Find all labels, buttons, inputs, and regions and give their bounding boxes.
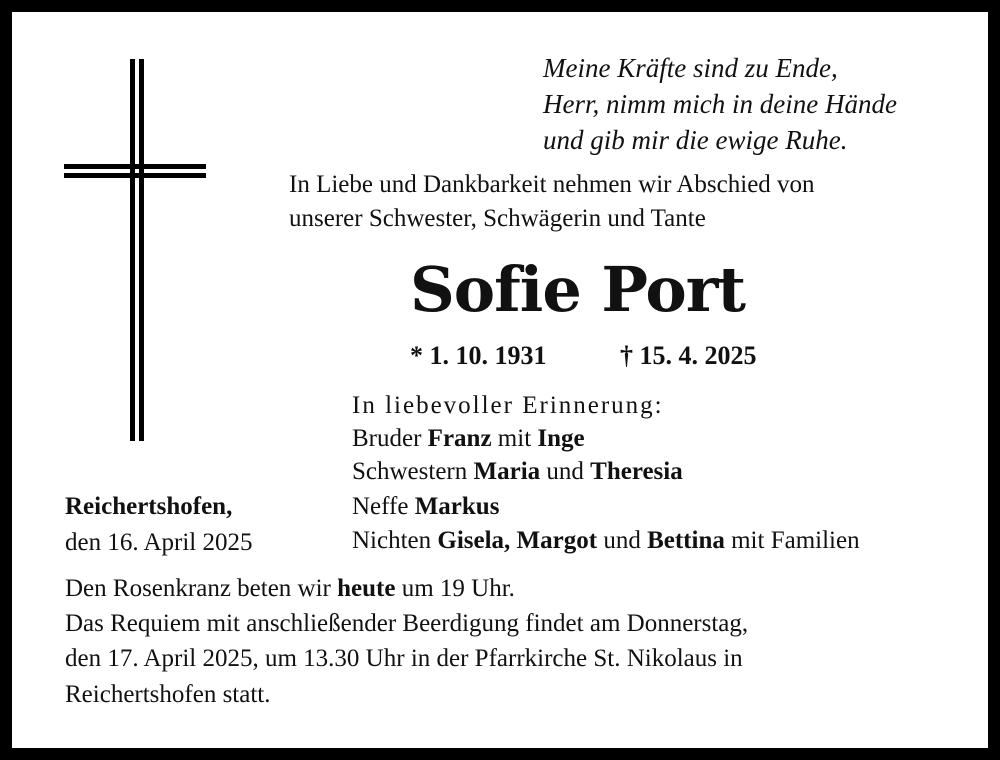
mourner-row: Nichten Gisela, Margot und Bettina mit Familien (352, 527, 860, 554)
obituary-card (12, 12, 988, 748)
notice-line-4: Reichertshofen statt. (65, 681, 271, 708)
death-date: † 15. 4. 2025 (620, 341, 757, 370)
notice-line-2: Das Requiem mit anschließender Beerdigung findet am Donnerstag, (65, 610, 749, 637)
poem-line-3: und gib mir die ewige Ruhe. (543, 125, 848, 155)
place-date: den 16. April 2025 (65, 529, 253, 556)
place-town: Reichertshofen, (65, 493, 233, 520)
intro-line-2: unserer Schwester, Schwägerin und Tante (289, 205, 706, 232)
birth-date: * 1. 10. 1931 (410, 341, 547, 370)
mourner-row: Bruder Franz mit Inge (352, 425, 585, 452)
notice-line-3: den 17. April 2025, um 13.30 Uhr in der Pfarrkirche St. Nikolaus in (65, 645, 743, 672)
mourners-heading: In liebevoller Erinnerung: (352, 392, 664, 419)
poem-line-1: Meine Kräfte sind zu Ende, (543, 53, 838, 83)
poem-line-2: Herr, nimm mich in deine Hände (543, 89, 897, 119)
cross-vertical-beam (130, 59, 146, 441)
deceased-name: Sofie Port (410, 253, 745, 326)
intro-line-1: In Liebe und Dankbarkeit nehmen wir Abschied von (289, 171, 815, 198)
mourner-row: Neffe Markus (352, 493, 500, 520)
mourner-row: Schwestern Maria und Theresia (352, 458, 683, 485)
notice-line-1: Den Rosenkranz beten wir heute um 19 Uhr. (65, 575, 515, 602)
